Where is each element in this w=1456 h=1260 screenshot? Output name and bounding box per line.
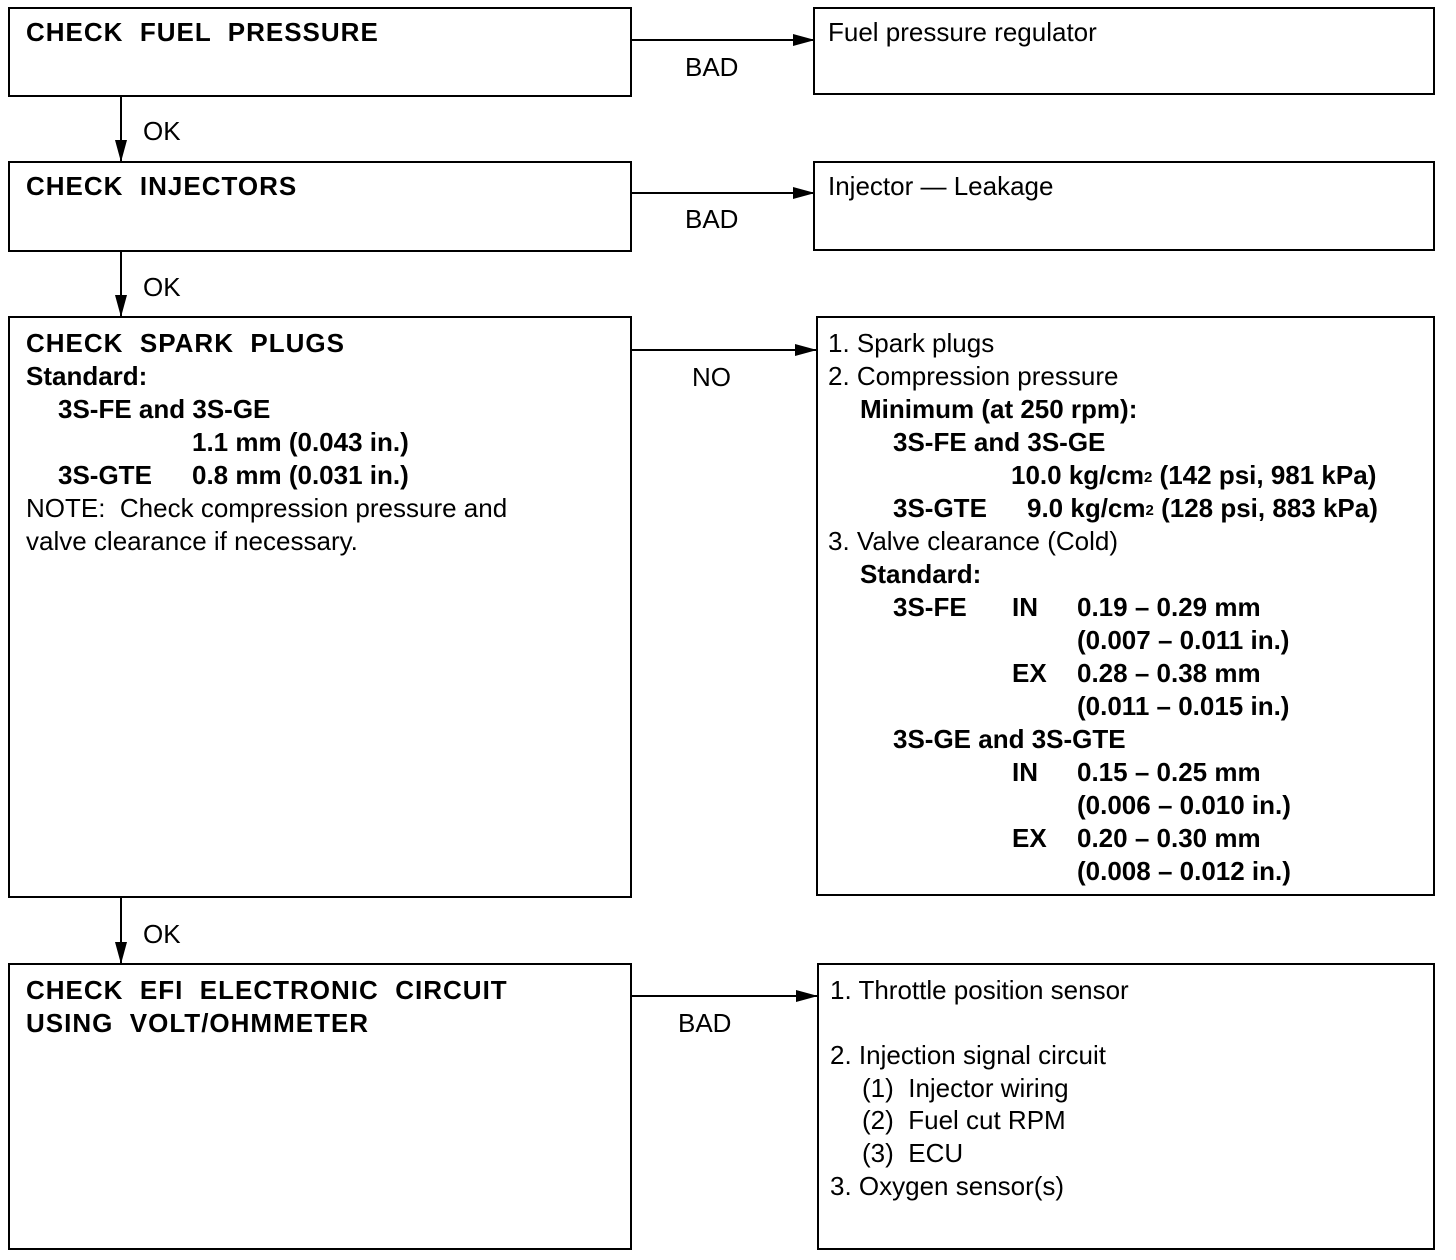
spark-engine-b: 3S-GTE [58,460,152,490]
efi-result-sub3: (3) ECU [862,1138,964,1168]
valve-fe-ex-inch: (0.011 – 0.015 in.) [1077,691,1290,721]
compression-a-value-pre: 10.0 kg/cm [1011,460,1144,490]
injectors-bad-label: BAD [685,204,739,234]
valve-ge-ex-mm: 0.20 – 0.30 mm [1077,823,1261,853]
valve-ge-in-label: IN [1012,757,1038,787]
compression-engine-a-value [1011,459,1376,492]
valve-ge-in-mm: 0.15 – 0.25 mm [1077,757,1261,787]
valve-fe-ex-label: EX [1012,658,1047,688]
spark-result-item3: 3. Valve clearance (Cold) [828,526,1118,556]
check-efi-title-line1: CHECK EFI ELECTRONIC CIRCUIT [26,975,508,1005]
spark-engine-a: 3S-FE and 3S-GE [58,394,271,424]
compression-engine-b-value [1027,492,1378,525]
compression-engine-b: 3S-GTE [893,493,987,523]
fuel-ok-label: OK [143,116,181,146]
spark-result-item2: 2. Compression pressure [828,361,1119,391]
efi-result-item3: 3. Oxygen sensor(s) [830,1171,1065,1201]
check-spark-plugs-title: CHECK SPARK PLUGS [26,328,345,358]
efi-result-sub1: (1) Injector wiring [862,1073,1069,1103]
compression-b-value-pre: 9.0 kg/cm [1027,493,1146,523]
check-injectors-title: CHECK INJECTORS [26,171,298,201]
spark-ok-label: OK [143,919,181,949]
valve-fe-engine: 3S-FE [893,592,967,622]
spark-result-item1: 1. Spark plugs [828,328,995,358]
fuel-bad-label: BAD [685,52,739,82]
spark-engine-a-value: 1.1 mm (0.043 in.) [192,427,409,457]
compression-a-value-post: (142 psi, 981 kPa) [1152,460,1377,490]
valve-standard-label: Standard: [860,559,982,589]
efi-result-item1: 1. Throttle position sensor [830,975,1129,1005]
spark-engine-b-value: 0.8 mm (0.031 in.) [192,460,409,490]
injectors-result-text: Injector — Leakage [828,171,1054,201]
spark-note-line1: NOTE: Check compression pressure and [26,493,508,523]
spark-standard-label: Standard: [26,361,148,391]
spark-no-label: NO [692,362,731,392]
valve-ge-in-inch: (0.006 – 0.010 in.) [1077,790,1291,820]
compression-b-superscript: 2 [1145,502,1154,519]
valve-ge-ex-label: EX [1012,823,1047,853]
compression-b-value-post: (128 psi, 883 kPa) [1153,493,1378,523]
compression-minimum: Minimum (at 250 rpm): [860,394,1138,424]
valve-ge-engine: 3S-GE and 3S-GTE [893,724,1126,754]
efi-result-sub2: (2) Fuel cut RPM [862,1105,1066,1135]
compression-engine-a: 3S-FE and 3S-GE [893,427,1106,457]
check-fuel-pressure-title: CHECK FUEL PRESSURE [26,17,379,47]
efi-result-item2: 2. Injection signal circuit [830,1040,1107,1070]
compression-a-superscript: 2 [1143,469,1153,486]
injectors-ok-label: OK [143,272,181,302]
spark-note-line2: valve clearance if necessary. [26,526,358,556]
fuel-result-text: Fuel pressure regulator [828,17,1097,47]
check-efi-title-line2: USING VOLT/OHMMETER [26,1008,370,1038]
valve-fe-in-inch: (0.007 – 0.011 in.) [1077,625,1290,655]
valve-fe-in-mm: 0.19 – 0.29 mm [1077,592,1261,622]
valve-fe-ex-mm: 0.28 – 0.38 mm [1077,658,1261,688]
efi-bad-label: BAD [678,1008,732,1038]
valve-fe-in-label: IN [1012,592,1038,622]
valve-ge-ex-inch: (0.008 – 0.012 in.) [1077,856,1291,886]
